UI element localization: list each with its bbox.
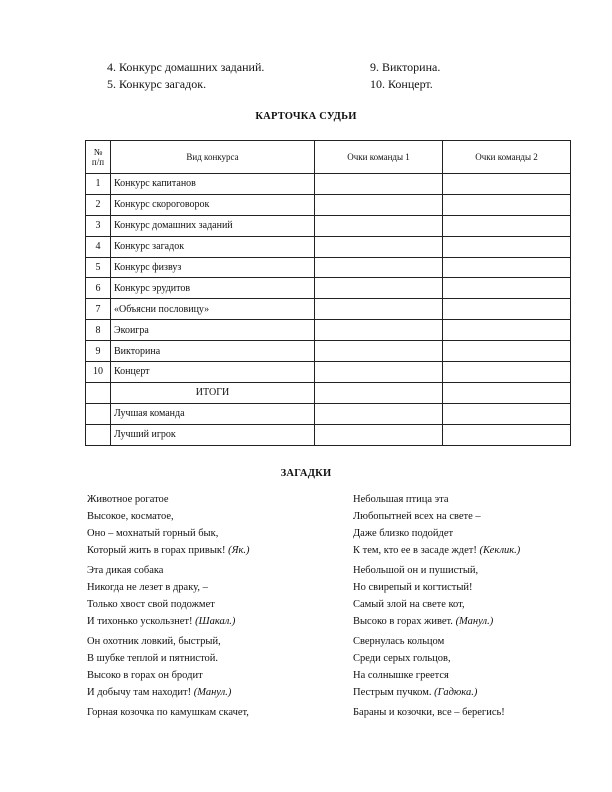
row-number: 1: [86, 174, 111, 195]
riddle-line: [353, 667, 520, 684]
riddle-line: [353, 633, 520, 650]
judge-rows: [86, 174, 571, 383]
riddle-block: [87, 562, 250, 630]
riddle-line: [87, 613, 250, 630]
riddle-block: [353, 704, 520, 721]
riddle-line: [87, 579, 250, 596]
riddle-text: Пестрым пучком.: [353, 687, 432, 698]
best-team-label: Лучшая команда: [111, 403, 315, 424]
riddle-text: Горная козочка по камушкам скачет,: [87, 707, 249, 718]
contest-list-item: 9. Викторина.: [370, 60, 441, 74]
riddle-text: И добычу там находит!: [87, 687, 192, 698]
table-row: [86, 278, 571, 299]
riddle-answer: (Манул.): [455, 616, 494, 627]
totals-row: [86, 382, 571, 403]
contest-name: Конкурс загадок: [111, 236, 315, 257]
riddle-text: Оно – мохнатый горный бык,: [87, 528, 219, 539]
totals-label: ИТОГИ: [111, 382, 315, 403]
riddles-title: ЗАГАДКИ: [280, 468, 332, 479]
team2-score-cell[interactable]: [443, 257, 571, 278]
riddle-text: Высоко в горах он бродит: [87, 670, 203, 681]
riddle-line: [87, 562, 250, 579]
team2-score-cell[interactable]: [443, 236, 571, 257]
riddle-text: К тем, кто ее в засаде ждет!: [353, 545, 477, 556]
table-row: [86, 194, 571, 215]
team1-score-cell[interactable]: [315, 341, 443, 362]
team1-score-cell[interactable]: [315, 362, 443, 383]
row-number: 10: [86, 362, 111, 383]
header-team1: Очки команды 1: [315, 141, 443, 174]
riddle-line: [87, 525, 250, 542]
team1-score-cell[interactable]: [315, 403, 443, 424]
riddle-text: Небольшая птица эта: [353, 494, 449, 505]
riddle-text: Даже близко подойдет: [353, 528, 454, 539]
best-player-row: [86, 424, 571, 445]
contest-name: Конкурс капитанов: [111, 174, 315, 195]
row-number: 5: [86, 257, 111, 278]
riddles-left-column: [87, 491, 250, 724]
team1-score-cell[interactable]: [315, 215, 443, 236]
table-row: [86, 257, 571, 278]
team2-score-cell[interactable]: [443, 424, 571, 445]
header-team2: Очки команды 2: [443, 141, 571, 174]
contest-list-item: 10. Концерт.: [370, 77, 433, 91]
best-player-label: Лучший игрок: [111, 424, 315, 445]
riddle-line: [353, 684, 520, 701]
riddle-text: Любопытней всех на свете –: [353, 511, 481, 522]
riddle-text: Эта дикая собака: [87, 565, 164, 576]
riddle-line: [87, 491, 250, 508]
riddle-line: [87, 596, 250, 613]
riddle-text: Небольшой он и пушистый,: [353, 565, 479, 576]
riddle-line: [353, 613, 520, 630]
riddle-text: Он охотник ловкий, быстрый,: [87, 636, 221, 647]
team2-score-cell[interactable]: [443, 215, 571, 236]
row-number: 3: [86, 215, 111, 236]
table-row: [86, 236, 571, 257]
judge-card-title: КАРТОЧКА СУДЬИ: [255, 111, 357, 122]
header-num-line1: №: [93, 147, 103, 157]
header-contest: Вид конкурса: [111, 141, 315, 174]
team2-score-cell[interactable]: [443, 194, 571, 215]
team1-score-cell[interactable]: [315, 382, 443, 403]
team2-score-cell[interactable]: [443, 174, 571, 195]
riddle-line: [353, 704, 520, 721]
riddle-block: [87, 633, 250, 701]
riddle-text: Бараны и козочки, все – берегись!: [353, 707, 505, 718]
riddle-line: [87, 542, 250, 559]
riddle-text: Только хвост свой подожмет: [87, 599, 215, 610]
riddle-text: Высоко в горах живет.: [353, 616, 453, 627]
contest-list-item: 5. Конкурс загадок.: [107, 77, 207, 91]
riddle-answer: (Манул.): [193, 687, 232, 698]
riddle-answer: (Шакал.): [195, 616, 236, 627]
row-number: 8: [86, 320, 111, 341]
judge-card-table: [85, 140, 571, 446]
team1-score-cell[interactable]: [315, 320, 443, 341]
riddle-block: [353, 491, 520, 559]
riddle-text: Высокое, косматое,: [87, 511, 174, 522]
riddle-block: [353, 633, 520, 701]
riddle-line: [353, 508, 520, 525]
riddle-line: [353, 650, 520, 667]
contest-name: Конкурс физвуз: [111, 257, 315, 278]
table-cell: [86, 424, 111, 445]
contest-name: Конкурс скороговорок: [111, 194, 315, 215]
row-number: 4: [86, 236, 111, 257]
riddle-text: Никогда не лезет в драку, –: [87, 582, 208, 593]
riddle-line: [87, 684, 250, 701]
header-num-line2: п/п: [91, 157, 105, 167]
team2-score-cell[interactable]: [443, 299, 571, 320]
table-row: [86, 320, 571, 341]
riddles-right-column: [353, 491, 520, 724]
riddle-text: Но свирепый и когтистый!: [353, 582, 473, 593]
table-row: [86, 174, 571, 195]
team1-score-cell[interactable]: [315, 257, 443, 278]
riddle-text: В шубке теплой и пятнистой.: [87, 653, 219, 664]
riddle-line: [87, 667, 250, 684]
header-num: [86, 141, 111, 174]
riddle-text: Самый злой на свете кот,: [353, 599, 465, 610]
table-cell: [86, 382, 111, 403]
table-row: [86, 341, 571, 362]
team1-score-cell[interactable]: [315, 299, 443, 320]
riddle-line: [353, 579, 520, 596]
contest-name: Экоигра: [111, 320, 315, 341]
team1-score-cell[interactable]: [315, 194, 443, 215]
riddle-text: На солнышке греется: [353, 670, 449, 681]
team2-score-cell[interactable]: [443, 320, 571, 341]
contest-name: Конкурс домашних заданий: [111, 215, 315, 236]
team2-score-cell[interactable]: [443, 278, 571, 299]
riddle-text: Среди серых гольцов,: [353, 653, 451, 664]
contest-name: «Объясни пословицу»: [111, 299, 315, 320]
table-row: [86, 299, 571, 320]
team2-score-cell[interactable]: [443, 341, 571, 362]
best-team-row: [86, 403, 571, 424]
team1-score-cell[interactable]: [315, 424, 443, 445]
row-number: 2: [86, 194, 111, 215]
table-row: [86, 215, 571, 236]
riddle-block: [353, 562, 520, 630]
team1-score-cell[interactable]: [315, 236, 443, 257]
team2-score-cell[interactable]: [443, 362, 571, 383]
riddle-block: [87, 704, 250, 721]
row-number: 9: [86, 341, 111, 362]
team1-score-cell[interactable]: [315, 174, 443, 195]
table-row: [86, 362, 571, 383]
riddle-text: Который жить в горах привык!: [87, 545, 226, 556]
team2-score-cell[interactable]: [443, 403, 571, 424]
riddle-answer: (Кеклик.): [479, 545, 521, 556]
table-cell: [86, 403, 111, 424]
row-number: 7: [86, 299, 111, 320]
riddle-text: И тихонько ускользнет!: [87, 616, 193, 627]
riddle-text: Свернулась кольцом: [353, 636, 445, 647]
riddle-line: [87, 704, 250, 721]
row-number: 6: [86, 278, 111, 299]
riddle-line: [87, 633, 250, 650]
team2-score-cell[interactable]: [443, 382, 571, 403]
riddle-block: [87, 491, 250, 559]
riddle-line: [353, 542, 520, 559]
riddle-answer: (Як.): [228, 545, 250, 556]
riddle-line: [87, 650, 250, 667]
contest-name: Концерт: [111, 362, 315, 383]
team1-score-cell[interactable]: [315, 278, 443, 299]
riddle-answer: (Гадюка.): [434, 687, 478, 698]
riddle-text: Животное рогатое: [87, 494, 169, 505]
riddle-line: [87, 508, 250, 525]
riddle-line: [353, 525, 520, 542]
contest-list-item: 4. Конкурс домашних заданий.: [107, 60, 265, 74]
riddle-line: [353, 491, 520, 508]
contest-name: Викторина: [111, 341, 315, 362]
contest-name: Конкурс эрудитов: [111, 278, 315, 299]
riddle-line: [353, 562, 520, 579]
riddle-line: [353, 596, 520, 613]
